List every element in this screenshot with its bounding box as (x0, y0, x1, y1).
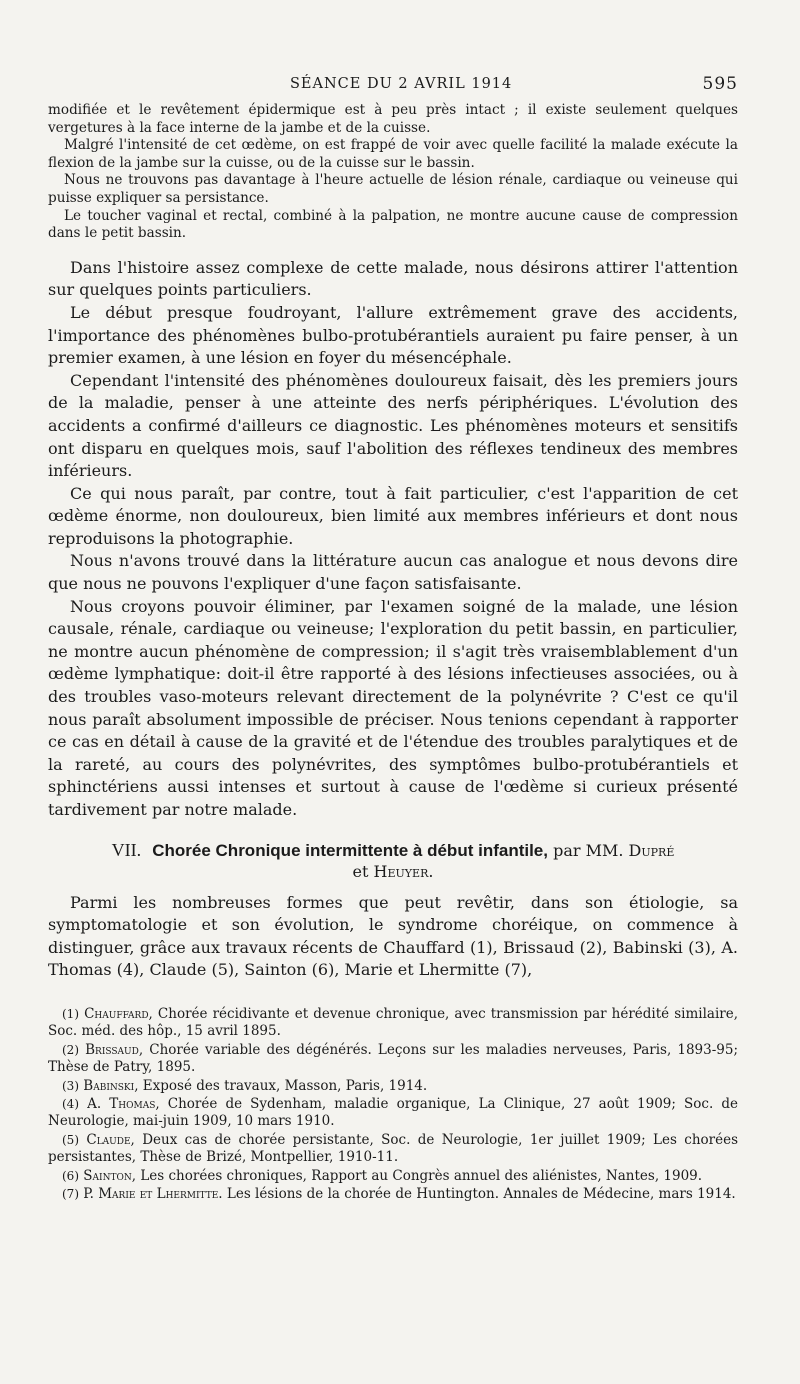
footnote-author: Chauffard, (84, 1005, 153, 1022)
footnote-author: Babinski, (83, 1077, 139, 1094)
discussion (48, 257, 738, 822)
footnote (48, 1096, 738, 1131)
footnote-text: Chorée de Sydenham, maladie organique, La Clinique, 27 août 1909; Soc. de Neurologie, mai-juin 1909, 10 mars 1910. (48, 1096, 738, 1130)
footnote (48, 1078, 738, 1095)
body-paragraph: Dans l'histoire assez complexe de cette malade, nous désirons attirer l'attention sur quelques points particuliers. (48, 257, 738, 300)
footnote (48, 1132, 738, 1167)
footnote-number: (2) (62, 1042, 79, 1057)
footnote-author: P. Marie et Lhermitte. (83, 1186, 223, 1203)
footnote-author: Brissaud, (85, 1041, 144, 1058)
body-paragraph: Nous croyons pouvoir éliminer, par l'examen soigné de la malade, une lésion causale, rénale, cardiaque ou veineuse; l'exploration du petit bassin, en particulier, ne montre aucun phénomène de compression; il s'agit très vraisemblablement d'un œdème lymphatique: doit-il être rapporté à des lésions infectieuses associées, ou à des troubles vaso-moteurs relevant directement de la polynévrite ? C'est ce qu'il nous paraît absolument impossible de préciser. Nous tenions cependant à rapporter ce cas en détail à cause de la gravité et de l'étendue des troubles paralytiques et de la rareté, au cours des polynévrites, des symptômes bulbo-protubérantiels et sphinctériens aussi intenses et surtout à cause de l'œdème si curieux présenté tardivement par notre malade. (48, 596, 738, 819)
footnote-text: Chorée récidivante et devenue chronique, avec transmission par hérédité similaire, Soc. méd. des hôp., 15 avril 1895. (48, 1005, 739, 1040)
small-paragraph: Malgré l'intensité de cet œdème, on est frappé de voir avec quelle facilité la malade exécute la flexion de la jambe sur la cuisse, ou de la cuisse sur le bassin. (48, 137, 738, 171)
page-number: 595 (702, 74, 738, 94)
authors-conjunction: et (352, 861, 369, 881)
author-1: Dupré (628, 840, 675, 860)
small-paragraph: modifiée et le revêtement épidermique est à peu près intact ; il existe seulement quelques vergetures à la face interne de la jambe et de la cuisse. (48, 102, 738, 136)
body-paragraph: Le début presque foudroyant, l'allure extrêmement grave des accidents, l'importance des phénomènes bulbo-protubérantiels auraient pu faire penser, à un premier examen, à une lésion en foyer du mésencéphale. (48, 302, 738, 368)
footnote-number: (7) (62, 1187, 79, 1202)
footnotes (48, 1006, 738, 1203)
footnote-number: (4) (62, 1097, 79, 1111)
running-head: SÉANCE DU 2 AVRIL 1914 (290, 76, 513, 92)
body-paragraph: Parmi les nombreuses formes que peut revêtir, dans son étiologie, sa symptomatologie et son évolution, le syndrome choréique, on commence à distinguer, grâce aux travaux récents de Chauffard (1), Brissaud (2), Babinski (3), A. Thomas (4), Claude (5), Sainton (6), Marie et Lhermitte (7), (48, 892, 738, 980)
body-paragraph: Ce qui nous paraît, par contre, tout à fait particulier, c'est l'apparition de cet œdème énorme, non douloureux, bien limité aux membres inférieurs et dont nous reproduisons la photographie. (48, 483, 738, 548)
body-paragraph: Cependant l'intensité des phénomènes douloureux faisait, dès les premiers jours de la maladie, penser à une atteinte des nerfs périphériques. L'évolution des accidents a confirmé d'ailleurs ce diagnostic. Les phénomènes moteurs et sensitifs ont disparu en quelques mois, sauf l'abolition des réflexes tendineux des membres inférieurs. (48, 370, 738, 481)
section-heading (48, 840, 738, 882)
small-paragraph: Nous ne trouvons pas davantage à l'heure actuelle de lésion rénale, cardiaque ou veineuse qui puisse expliquer sa persistance. (48, 172, 738, 206)
footnote-text: Deux cas de chorée persistante, Soc. de Neurologie, 1er juillet 1909; Les chorées persistantes, Thèse de Brizé, Montpellier, 1910-11. (48, 1131, 739, 1166)
section-number: VII. (111, 839, 142, 860)
footnote-number: (1) (62, 1006, 79, 1021)
section-body (48, 892, 738, 982)
footnote (48, 1006, 738, 1041)
footnote-author: A. Thomas, (87, 1096, 160, 1112)
footnote-author: Claude, (86, 1131, 135, 1148)
author-2: Heuyer. (373, 861, 434, 881)
authors-prefix: par MM. (553, 840, 624, 860)
footnote-number: (3) (62, 1078, 79, 1093)
footnote-text: Chorée variable des dégénérés. Leçons sur les maladies nerveuses, Paris, 1893-95; Thèse de Patry, 1895. (48, 1041, 739, 1076)
footnote-number: (6) (62, 1168, 79, 1183)
footnote (48, 1186, 738, 1203)
body-paragraph: Nous n'avons trouvé dans la littérature aucun cas analogue et nous devons dire que nous ne pouvons l'expliquer d'une façon satisfaisante. (48, 551, 738, 594)
footnote-text: Les chorées chroniques, Rapport au Congrès annuel des aliénistes, Nantes, 1909. (140, 1167, 703, 1184)
case-details (48, 102, 738, 243)
section-title: Chorée Chronique intermittente à début infantile, (152, 840, 548, 860)
footnote-text: Exposé des travaux, Masson, Paris, 1914. (142, 1077, 428, 1094)
footnote-text: Les lésions de la chorée de Huntington. Annales de Médecine, mars 1914. (226, 1186, 736, 1203)
small-paragraph: Le toucher vaginal et rectal, combiné à la palpation, ne montre aucune cause de compression dans le petit bassin. (48, 207, 738, 242)
page (48, 72, 738, 1204)
footnote (48, 1042, 738, 1077)
footnote (48, 1168, 738, 1185)
page-header (48, 72, 738, 102)
footnote-author: Sainton, (83, 1167, 137, 1184)
footnote-number: (5) (62, 1132, 79, 1147)
